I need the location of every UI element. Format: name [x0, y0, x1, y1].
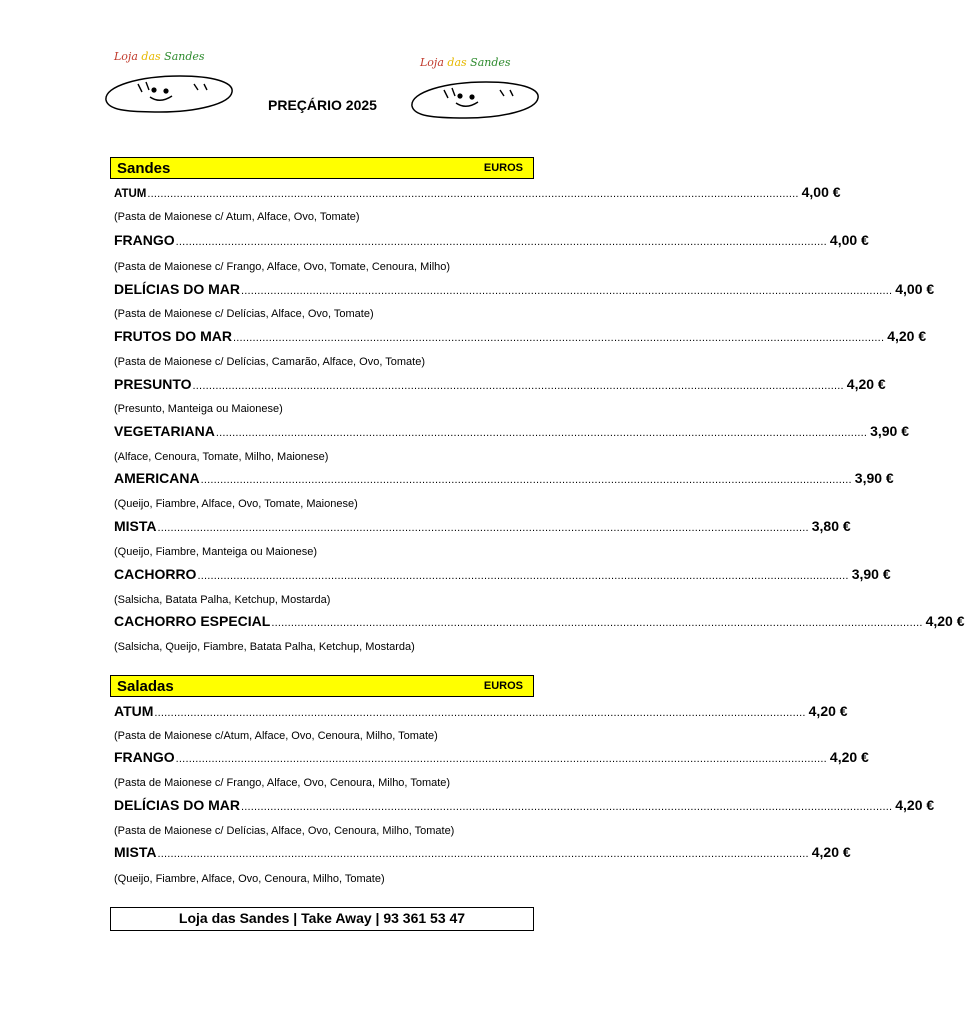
- leader-dots: ........................................................................................................................................................................................................: [147, 188, 799, 200]
- item-price: 4,20 €: [925, 613, 965, 629]
- leader-dots: ........................................................................................................................................................................................................: [232, 332, 885, 344]
- item-description: (Pasta de Maionese c/ Delícias, Alface, Ovo, Cenoura, Milho, Tomate): [114, 825, 455, 837]
- item-name: CACHORRO: [114, 566, 197, 582]
- menu-item: [114, 281, 935, 303]
- item-name: FRANGO: [114, 232, 175, 248]
- bread-mascot-icon: [406, 70, 546, 122]
- item-name: DELÍCIAS DO MAR: [114, 797, 240, 813]
- menu-item: [114, 518, 851, 540]
- item-description: (Queijo, Fiambre, Alface, Ovo, Tomate, Maionese): [114, 498, 358, 510]
- item-price: 3,80 €: [811, 518, 851, 534]
- item-price: 4,00 €: [801, 184, 841, 200]
- leader-dots: ........................................................................................................................................................................................................: [241, 285, 893, 297]
- menu-item: [114, 423, 910, 445]
- logo-text: Loja das Sandes: [420, 56, 511, 69]
- item-name: ATUM: [114, 703, 154, 719]
- item-name: MISTA: [114, 518, 157, 534]
- item-name: VEGETARIANA: [114, 423, 215, 439]
- item-description: (Presunto, Manteiga ou Maionese): [114, 403, 283, 415]
- item-description: (Salsicha, Queijo, Fiambre, Batata Palha, Ketchup, Mostarda): [114, 641, 415, 653]
- menu-item: [114, 749, 869, 771]
- leader-dots: ........................................................................................................................................................................................................: [175, 753, 827, 765]
- leader-dots: ........................................................................................................................................................................................................: [154, 707, 806, 719]
- item-price: 4,00 €: [895, 281, 935, 297]
- leader-dots: ........................................................................................................................................................................................................: [200, 474, 852, 486]
- menu-item: [114, 328, 927, 350]
- logo-left: [100, 50, 240, 120]
- menu-item: [114, 797, 935, 819]
- page-title: PREÇÁRIO 2025: [268, 97, 377, 113]
- menu-item: [114, 703, 848, 725]
- bread-mascot-icon: [100, 64, 240, 116]
- logo-text: Loja das Sandes: [114, 50, 205, 63]
- currency-label: EUROS: [483, 680, 523, 692]
- leader-dots: ........................................................................................................................................................................................................: [157, 522, 809, 534]
- item-price: 4,20 €: [895, 797, 935, 813]
- menu-item: [114, 232, 869, 254]
- menu-item: [114, 184, 841, 206]
- item-description: (Pasta de Maionese c/ Frango, Alface, Ovo, Tomate, Cenoura, Milho): [114, 261, 451, 273]
- item-description: (Salsicha, Batata Palha, Ketchup, Mostarda): [114, 594, 331, 606]
- section-title: Sandes: [117, 160, 171, 177]
- item-name: AMERICANA: [114, 470, 200, 486]
- item-description: (Queijo, Fiambre, Manteiga ou Maionese): [114, 546, 317, 558]
- leader-dots: ........................................................................................................................................................................................................: [215, 427, 868, 439]
- item-price: 3,90 €: [851, 566, 891, 582]
- item-name: DELÍCIAS DO MAR: [114, 281, 240, 297]
- menu-item: [114, 376, 886, 398]
- section-title: Saladas: [117, 678, 174, 695]
- item-price: 4,20 €: [811, 844, 851, 860]
- item-name: FRUTOS DO MAR: [114, 328, 232, 344]
- item-name: FRANGO: [114, 749, 175, 765]
- item-name: MISTA: [114, 844, 157, 860]
- leader-dots: ........................................................................................................................................................................................................: [157, 848, 809, 860]
- item-price: 3,90 €: [870, 423, 910, 439]
- leader-dots: ........................................................................................................................................................................................................: [175, 236, 827, 248]
- currency-label: EUROS: [483, 162, 523, 174]
- section-header-sandes: [110, 157, 534, 179]
- section-header-saladas: [110, 675, 534, 697]
- footer-contact: Loja das Sandes | Take Away | 93 361 53 47: [110, 907, 534, 931]
- leader-dots: ........................................................................................................................................................................................................: [271, 617, 923, 629]
- item-description: (Pasta de Maionese c/Atum, Alface, Ovo, Cenoura, Milho, Tomate): [114, 730, 438, 742]
- item-price: 4,20 €: [846, 376, 886, 392]
- item-price: 4,20 €: [887, 328, 927, 344]
- item-description: (Pasta de Maionese c/ Frango, Alface, Ovo, Cenoura, Milho, Tomate): [114, 777, 451, 789]
- leader-dots: ........................................................................................................................................................................................................: [197, 570, 849, 582]
- item-price: 4,00 €: [829, 232, 869, 248]
- menu-item: [114, 470, 894, 492]
- item-description: (Pasta de Maionese c/ Delícias, Camarão, Alface, Ovo, Tomate): [114, 356, 425, 368]
- menu-item: [114, 613, 965, 635]
- logo-right: [406, 56, 546, 126]
- item-name: CACHORRO ESPECIAL: [114, 613, 271, 629]
- menu-item: [114, 844, 851, 866]
- item-description: (Alface, Cenoura, Tomate, Milho, Maionese): [114, 451, 329, 463]
- menu-item: [114, 566, 891, 588]
- item-name: PRESUNTO: [114, 376, 192, 392]
- item-price: 3,90 €: [854, 470, 894, 486]
- item-price: 4,20 €: [829, 749, 869, 765]
- item-name: ATUM: [114, 188, 147, 200]
- item-price: 4,20 €: [808, 703, 848, 719]
- item-description: (Pasta de Maionese c/ Atum, Alface, Ovo, Tomate): [114, 211, 360, 223]
- leader-dots: ........................................................................................................................................................................................................: [241, 801, 893, 813]
- leader-dots: ........................................................................................................................................................................................................: [192, 380, 844, 392]
- item-description: (Queijo, Fiambre, Alface, Ovo, Cenoura, Milho, Tomate): [114, 873, 385, 885]
- item-description: (Pasta de Maionese c/ Delícias, Alface, Ovo, Tomate): [114, 308, 374, 320]
